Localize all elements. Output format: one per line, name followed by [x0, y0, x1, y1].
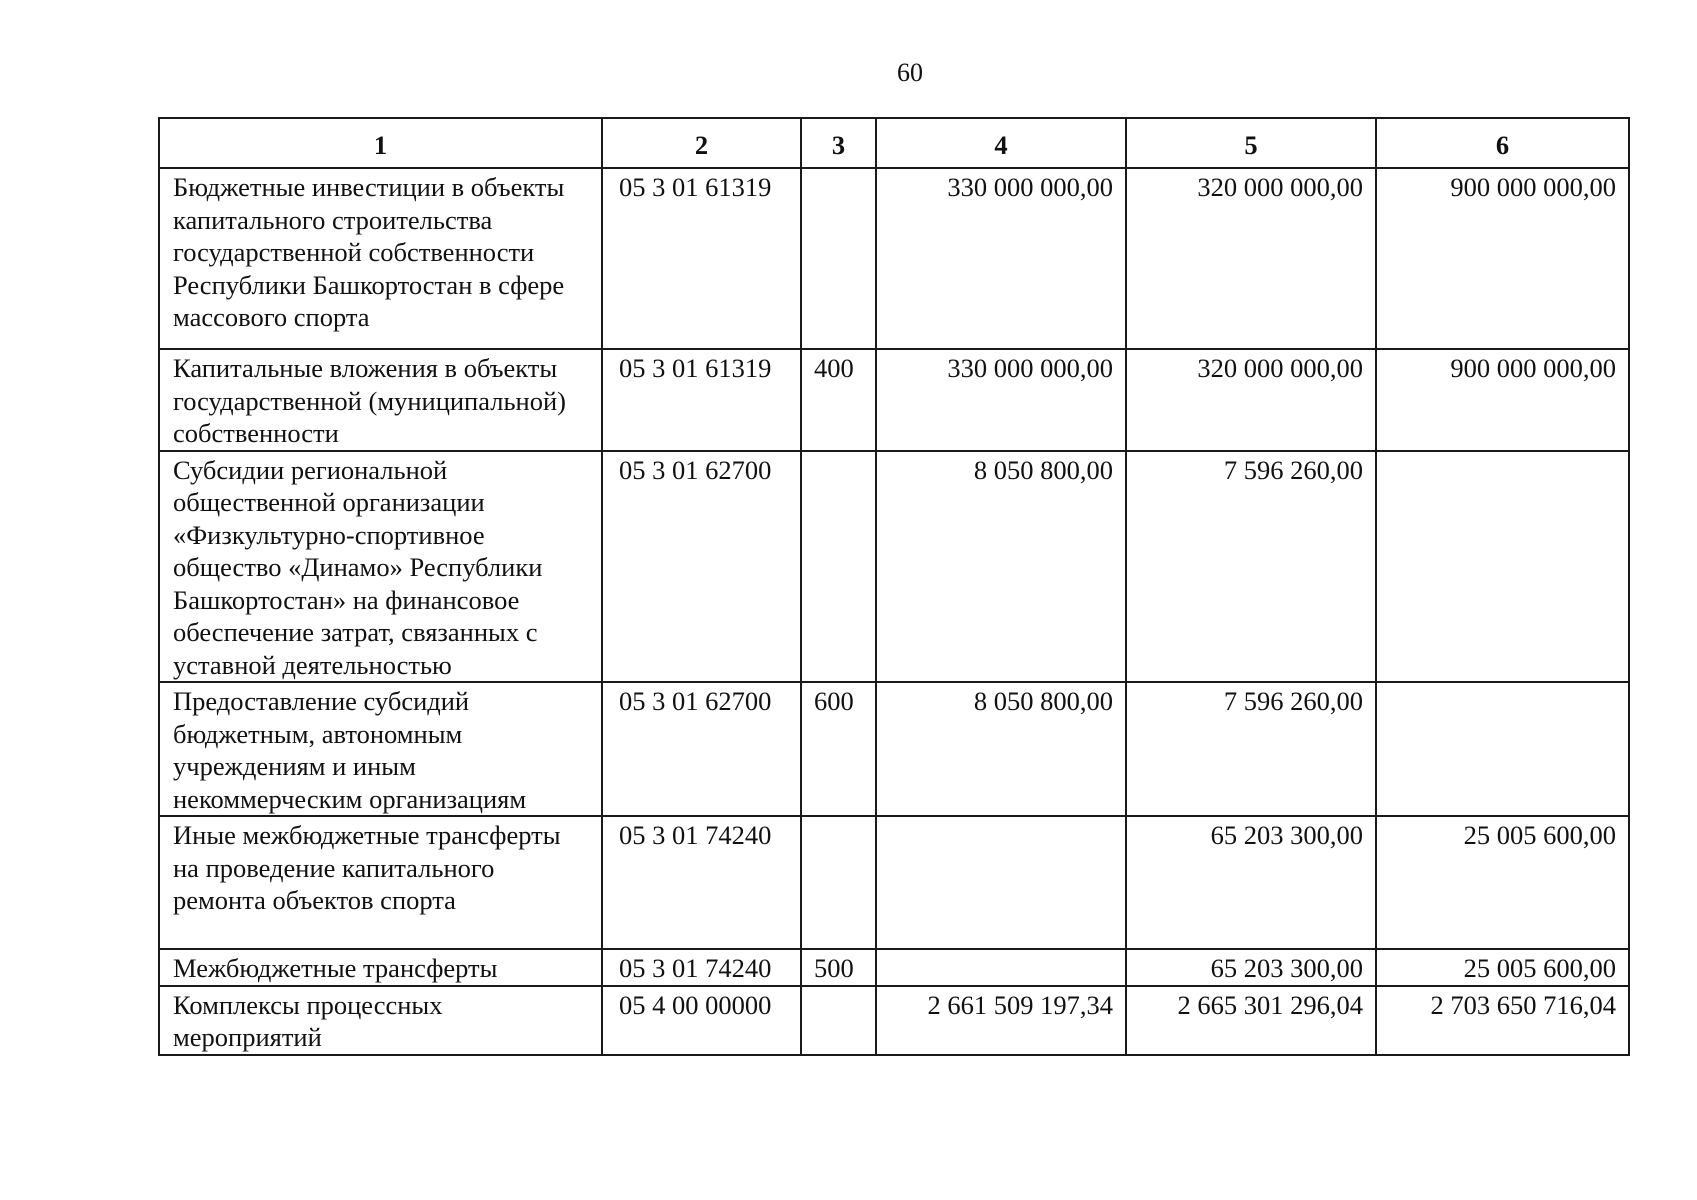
row-amount-year-1: [876, 949, 1126, 986]
row-amount-year-3: 25 005 600,00: [1376, 816, 1629, 949]
row-amount-year-3: 2 703 650 716,04: [1376, 986, 1629, 1055]
row-amount-year-3: 25 005 600,00: [1376, 949, 1629, 986]
page-number: 60: [897, 58, 923, 87]
row-name: Межбюджетные трансферты: [159, 949, 602, 986]
row-amount-year-1: 8 050 800,00: [876, 682, 1126, 816]
budget-table: [158, 117, 1630, 1056]
row-amount-year-2: 320 000 000,00: [1126, 168, 1376, 349]
row-amount-year-2: 7 596 260,00: [1126, 682, 1376, 816]
row-code: 05 3 01 74240: [602, 816, 801, 949]
row-amount-year-1: 8 050 800,00: [876, 451, 1126, 683]
table-row: [159, 949, 1629, 986]
row-expense-type: 400: [801, 349, 876, 451]
column-header-4: 4: [876, 118, 1126, 168]
row-expense-type: [801, 451, 876, 683]
row-code: 05 3 01 62700: [602, 682, 801, 816]
header-row: [159, 118, 1629, 168]
row-code: 05 3 01 61319: [602, 168, 801, 349]
row-amount-year-2: 7 596 260,00: [1126, 451, 1376, 683]
column-header-6: 6: [1376, 118, 1629, 168]
table-row: [159, 451, 1629, 683]
table-row: [159, 816, 1629, 949]
row-amount-year-3: 900 000 000,00: [1376, 349, 1629, 451]
row-amount-year-1: [876, 816, 1126, 949]
row-name: Субсидии региональной общественной организации «Физкультурно-спортивное общество «Динамо» Республики Башкортостан» на финансовое обеспечение затрат, связанных с уставной деятельностью: [159, 451, 602, 683]
row-name: Бюджетные инвестиции в объекты капитального строительства государственной собственности Республики Башкортостан в сфере массового спорта: [159, 168, 602, 349]
row-amount-year-1: 330 000 000,00: [876, 349, 1126, 451]
row-code: 05 3 01 61319: [602, 349, 801, 451]
table-row: [159, 682, 1629, 816]
row-amount-year-2: 2 665 301 296,04: [1126, 986, 1376, 1055]
row-amount-year-1: 2 661 509 197,34: [876, 986, 1126, 1055]
row-name: Комплексы процессных мероприятий: [159, 986, 602, 1055]
row-code: 05 3 01 74240: [602, 949, 801, 986]
row-name: Предоставление субсидий бюджетным, автономным учреждениям и иным некоммерческим организациям: [159, 682, 602, 816]
row-amount-year-3: [1376, 682, 1629, 816]
row-expense-type: [801, 168, 876, 349]
row-amount-year-2: 320 000 000,00: [1126, 349, 1376, 451]
row-code: 05 3 01 62700: [602, 451, 801, 683]
row-name: Иные межбюджетные трансферты на проведение капитального ремонта объектов спорта: [159, 816, 602, 949]
row-expense-type: [801, 816, 876, 949]
row-amount-year-1: 330 000 000,00: [876, 168, 1126, 349]
row-amount-year-2: 65 203 300,00: [1126, 816, 1376, 949]
row-expense-type: [801, 986, 876, 1055]
column-header-1: 1: [159, 118, 602, 168]
column-header-5: 5: [1126, 118, 1376, 168]
row-amount-year-3: [1376, 451, 1629, 683]
row-code: 05 4 00 00000: [602, 986, 801, 1055]
row-expense-type: 600: [801, 682, 876, 816]
row-name: Капитальные вложения в объекты государственной (муниципальной) собственности: [159, 349, 602, 451]
table-row: [159, 986, 1629, 1055]
row-amount-year-2: 65 203 300,00: [1126, 949, 1376, 986]
column-header-2: 2: [602, 118, 801, 168]
column-header-3: 3: [801, 118, 876, 168]
table-row: [159, 168, 1629, 349]
row-amount-year-3: 900 000 000,00: [1376, 168, 1629, 349]
table-row: [159, 349, 1629, 451]
row-expense-type: 500: [801, 949, 876, 986]
